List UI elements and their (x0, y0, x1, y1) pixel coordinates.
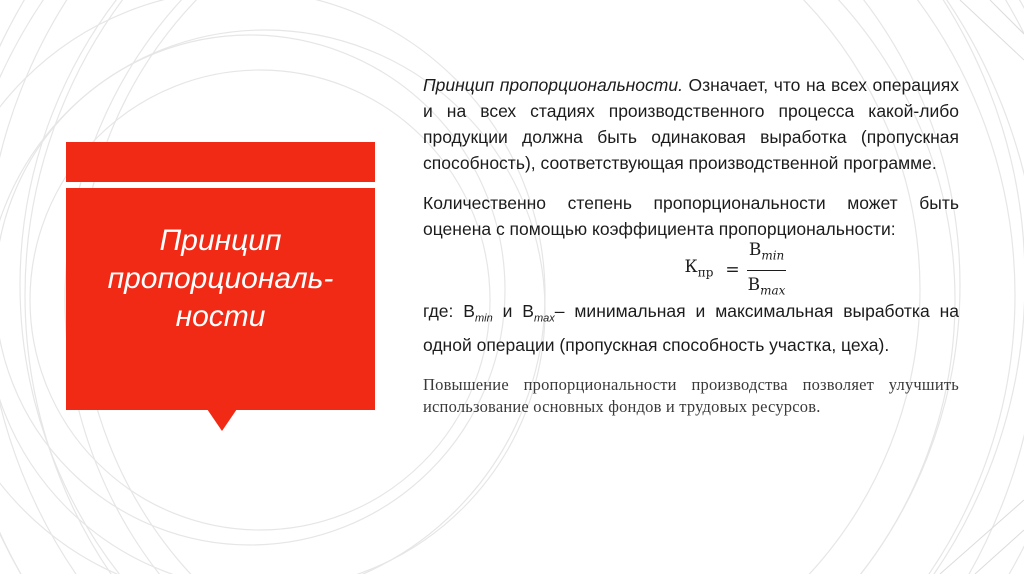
formula-legend: где: $В_{min}$ и $В_{max}-$ минимальная и максимальная выработка на одной операции (пропускная способность участка, цеха). (423, 301, 960, 355)
slide-title-line-3: ности (175, 300, 266, 333)
proportionality-formula (513, 240, 959, 297)
definition-term: Принцип пропорциональности. (423, 75, 683, 95)
definition-paragraph (423, 72, 959, 176)
formula-equals: = (725, 260, 740, 280)
slide-title (66, 222, 375, 336)
formula-fraction (746, 237, 788, 303)
accent-strip (66, 142, 375, 182)
slide-title-line-2: пропорциональ- (107, 262, 334, 295)
quantitative-paragraph: Количественно степень пропорциональности может быть оценена с помощью коэффициента пропорциональности: (423, 193, 959, 239)
slide-content (423, 72, 959, 418)
formula-lhs: $К_{пр}$ (684, 257, 714, 280)
definition-text: Означает, что на всех операциях и на всех стадиях производственного процесса какой-либо продукции должна быть одинаковая выработка (пропускная способность), соответствующая производственной программе. (423, 75, 959, 173)
formula-numerator: $B_{min}$ (747, 237, 786, 270)
title-box-pointer (207, 409, 237, 431)
slide-title-line-1: Принцип (159, 224, 282, 257)
conclusion-note: Повышение пропорциональности производства позволяет улучшить использование основных фондов и трудовых ресурсов. (423, 374, 959, 416)
formula-denominator: $B_{max}$ (747, 274, 786, 297)
